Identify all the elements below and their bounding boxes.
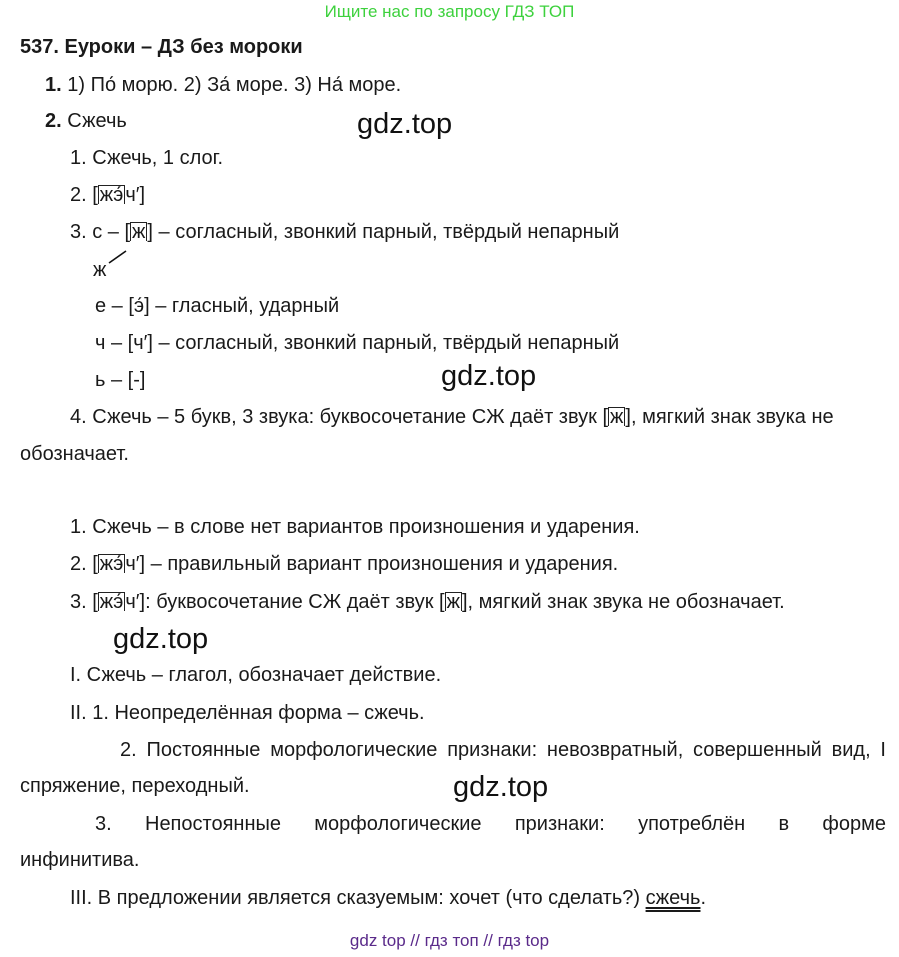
predicate-word: сжечь	[645, 887, 701, 909]
task-2-word: Сжечь	[67, 110, 127, 132]
morph-part-of-speech: I. Сжечь – глагол, обозначает действие.	[70, 664, 442, 686]
sound-s-desc: ] – согласный, звонкий парный, твёрдый непарный	[147, 221, 620, 243]
watermark-4: gdz.top	[453, 771, 549, 803]
orthoepy-3-mid: ч′]: буквосочетание СЖ даёт звук [	[125, 591, 445, 613]
task-1-number: 1.	[45, 74, 62, 96]
sound-ch-line: ч – [ч′] – согласный, звонкий парный, твёрдый непарный	[95, 332, 620, 354]
morph-syntax-role	[70, 886, 706, 910]
letters-sounds-suffix: ], мягкий знак звука не	[625, 406, 834, 428]
task-2-number: 2.	[45, 110, 62, 132]
syntax-role-text: III. В предложении является сказуемым: хочет (что сделать?)	[70, 887, 646, 909]
task-1-text: 1) По́ морю. 2) За́ море. 3) На́ море.	[67, 74, 402, 96]
orthoepy-line-2	[70, 552, 618, 576]
morph-constant-features: 2. Постоянные морфологические признаки: невозвратный, совершенный вид, I	[120, 739, 886, 761]
orthoepy-3-boxed-zh: ж	[446, 591, 460, 613]
orthoepy-2-boxed: жэ́	[99, 553, 124, 575]
syntax-role-period: .	[700, 887, 707, 909]
morph-variable-features-cont: инфинитива.	[20, 849, 140, 871]
letters-sounds-continuation: обозначает.	[20, 443, 129, 465]
orthoepy-line-1: 1. Сжечь – в слове нет вариантов произношения и ударения.	[70, 516, 640, 538]
sound-zh-boxed: ж	[132, 221, 146, 243]
top-search-link[interactable]: Ищите нас по запросу ГДЗ ТОП	[324, 2, 575, 21]
bottom-links[interactable]: gdz top // гдз топ // гдз top	[349, 931, 550, 950]
sound-s-line	[70, 220, 619, 244]
transcription-close: ч′]	[125, 184, 146, 206]
orthoepy-line-3	[70, 590, 785, 614]
morph-initial-form: II. 1. Неопределённая форма – сжечь.	[70, 702, 425, 724]
sound-zh-letter: ж	[93, 259, 107, 281]
orthoepy-3-open: 3. [	[70, 591, 98, 613]
transcription-boxed: жэ́	[99, 184, 124, 206]
watermark-2: gdz.top	[441, 360, 537, 392]
merge-slash-mark	[107, 250, 129, 264]
task-1	[45, 73, 401, 97]
syllable-line: 1. Сжечь, 1 слог.	[70, 147, 224, 169]
transcription-open: 2. [	[70, 184, 98, 206]
letters-sounds-prefix: 4. Сжечь – 5 букв, 3 звука: буквосочетание СЖ даёт звук [	[70, 406, 609, 428]
orthoepy-2-text: ч′] – правильный вариант произношения и ударения.	[125, 553, 619, 575]
task-2-heading	[45, 109, 127, 133]
page-title: 537. Еуроки – ДЗ без мороки	[20, 36, 303, 58]
orthoepy-3-text: ], мягкий знак звука не обозначает.	[461, 591, 785, 613]
watermark-3: gdz.top	[113, 623, 209, 655]
watermark-1: gdz.top	[357, 108, 453, 140]
orthoepy-3-boxed: жэ́	[99, 591, 124, 613]
morph-variable-features: 3. Непостоянные морфологические признаки: употреблён в форме	[95, 813, 886, 835]
letters-sounds-boxed: ж	[610, 406, 624, 428]
sound-s-prefix: 3. с – [	[70, 221, 131, 243]
letters-sounds-line	[70, 405, 834, 429]
orthoepy-2-open: 2. [	[70, 553, 98, 575]
transcription-line	[70, 183, 145, 207]
morph-constant-features-cont: спряжение, переходный.	[20, 775, 250, 797]
soft-sign-line: ь – [-]	[95, 369, 146, 391]
sound-e-line: е – [э́] – гласный, ударный	[95, 295, 340, 317]
